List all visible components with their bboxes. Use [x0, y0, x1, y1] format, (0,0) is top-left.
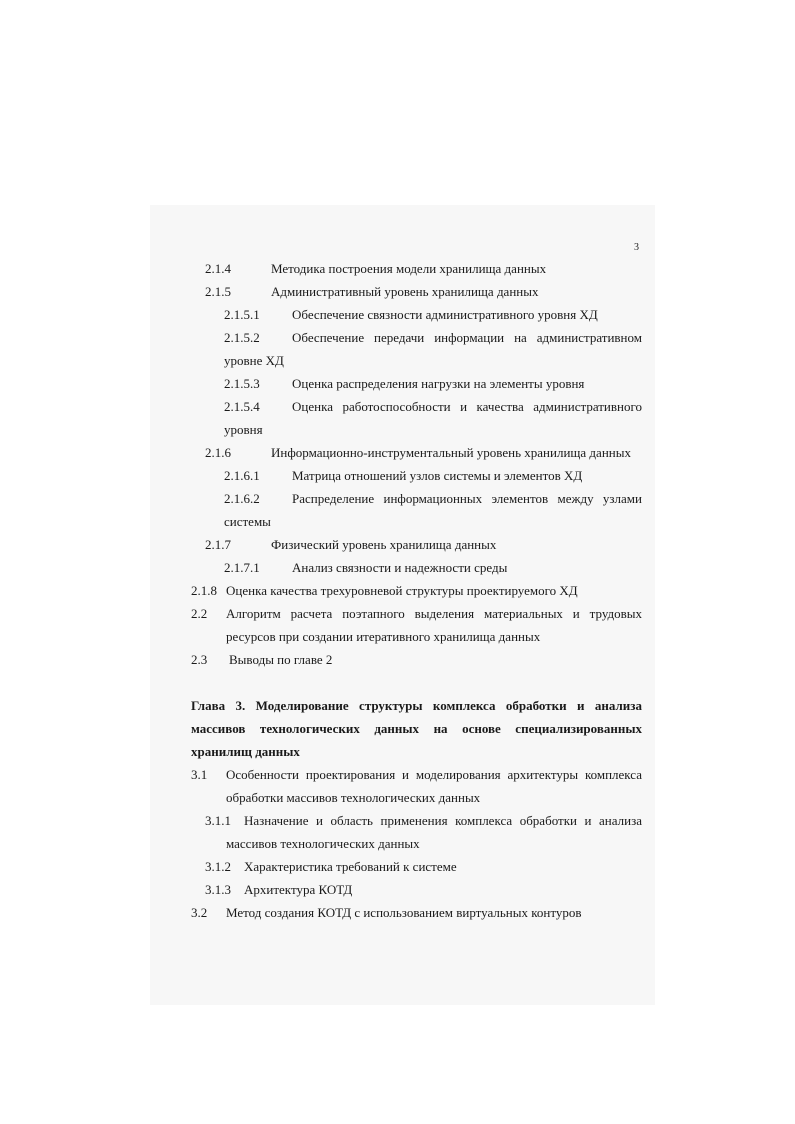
toc-entry-2-1-7	[205, 537, 496, 553]
toc-entry-title: Выводы по главе 2	[229, 652, 333, 667]
toc-entry-title: Характеристика требований к системе	[244, 859, 457, 874]
chapter-3-heading-line3: хранилищ данных	[191, 744, 300, 759]
toc-entry-number: 2.2	[191, 606, 208, 621]
toc-entry-2-1-4	[205, 261, 546, 277]
toc-entry-title-line1: Особенности проектирования и моделирования архитектуры комплекса	[226, 767, 642, 782]
toc-entry-2-2-cont: ресурсов при создании итеративного хранилища данных	[226, 629, 541, 644]
toc-entry-number: 2.3	[191, 652, 208, 667]
toc-entry-title: Административный уровень хранилища данных	[271, 284, 539, 299]
toc-entry-2-1-5-2-cont: уровне ХД	[224, 353, 284, 368]
toc-entry-number: 2.1.6	[205, 445, 231, 460]
toc-entry-3-1-2	[205, 859, 457, 875]
toc-entry-number: 2.1.6.1	[224, 468, 260, 483]
toc-entry-title-line1: Оценка работоспособности и качества административного	[292, 399, 642, 414]
toc-entry-number: 2.1.8	[191, 583, 217, 598]
toc-entry-title-line1: Распределение информационных элементов между узлами	[292, 491, 642, 506]
toc-entry-number: 2.1.7.1	[224, 560, 260, 575]
toc-entry-3-2	[191, 905, 582, 921]
toc-entry-2-1-6-1	[224, 468, 582, 484]
toc-entry-title: Информационно-инструментальный уровень хранилища данных	[271, 445, 631, 460]
toc-entry-2-1-5-1	[224, 307, 598, 323]
toc-entry-title: Архитектура КОТД	[244, 882, 353, 897]
toc-entry-title: Обеспечение связности административного уровня ХД	[292, 307, 598, 322]
toc-entry-title-line1: Алгоритм расчета поэтапного выделения материальных и трудовых	[226, 606, 642, 621]
toc-entry-2-1-6-2	[224, 491, 642, 507]
toc-entry-number: 3.1.3	[205, 882, 231, 897]
toc-entry-2-1-5-2	[224, 330, 642, 346]
toc-entry-number: 2.1.5.2	[224, 330, 260, 345]
toc-entry-number: 2.1.4	[205, 261, 231, 276]
toc-entry-2-3	[191, 652, 332, 668]
toc-entry-title: Метод создания КОТД с использованием виртуальных контуров	[226, 905, 582, 920]
toc-entry-title: Оценка качества трехуровневой структуры проектируемого ХД	[226, 583, 578, 598]
toc-entry-2-1-5-4-cont: уровня	[224, 422, 263, 437]
toc-entry-title: Анализ связности и надежности среды	[292, 560, 508, 575]
toc-entry-number: 2.1.5.1	[224, 307, 260, 322]
toc-entry-title: Матрица отношений узлов системы и элементов ХД	[292, 468, 583, 483]
page-number: 3	[634, 242, 639, 253]
toc-entry-2-1-5	[205, 284, 538, 300]
toc-entry-2-1-6	[205, 445, 631, 461]
toc-entry-number: 2.1.6.2	[224, 491, 260, 506]
chapter-3-heading-line1	[191, 698, 642, 714]
toc-entry-2-1-5-4	[224, 399, 642, 415]
toc-entry-2-1-5-3	[224, 376, 584, 392]
toc-entry-2-1-7-1	[224, 560, 507, 576]
toc-entry-number: 3.1.1	[205, 813, 231, 828]
toc-entry-title: Методика построения модели хранилища данных	[271, 261, 547, 276]
toc-entry-title: Оценка распределения нагрузки на элементы уровня	[292, 376, 585, 391]
toc-entry-3-1-3	[205, 882, 352, 898]
toc-entry-number: 3.1.2	[205, 859, 231, 874]
toc-entry-3-1-1	[205, 813, 642, 829]
toc-entry-2-1-6-2-cont: системы	[224, 514, 271, 529]
toc-entry-2-2	[191, 606, 642, 622]
chapter-3-heading-text: массивов технологических данных на основе специализированных	[191, 721, 642, 736]
toc-entry-number: 3.2	[191, 905, 208, 920]
chapter-3-heading-line2	[191, 721, 642, 737]
toc-entry-3-1	[191, 767, 642, 783]
toc-entry-3-1-cont: обработки массивов технологических данных	[226, 790, 481, 805]
toc-entry-number: 3.1	[191, 767, 208, 782]
toc-entry-title-line1: Обеспечение передачи информации на административном	[292, 330, 642, 345]
toc-entry-title-line1: Назначение и область применения комплекса обработки и анализа	[244, 813, 642, 828]
toc-entry-number: 2.1.5	[205, 284, 231, 299]
chapter-3-heading-text: Глава 3. Моделирование структуры комплекса обработки и анализа	[191, 698, 642, 713]
toc-entry-3-1-1-cont: массивов технологических данных	[226, 836, 420, 851]
toc-entry-title: Физический уровень хранилища данных	[271, 537, 497, 552]
toc-entry-number: 2.1.5.4	[224, 399, 260, 414]
toc-entry-number: 2.1.5.3	[224, 376, 260, 391]
toc-entry-number: 2.1.7	[205, 537, 231, 552]
toc-entry-2-1-8	[191, 583, 578, 599]
